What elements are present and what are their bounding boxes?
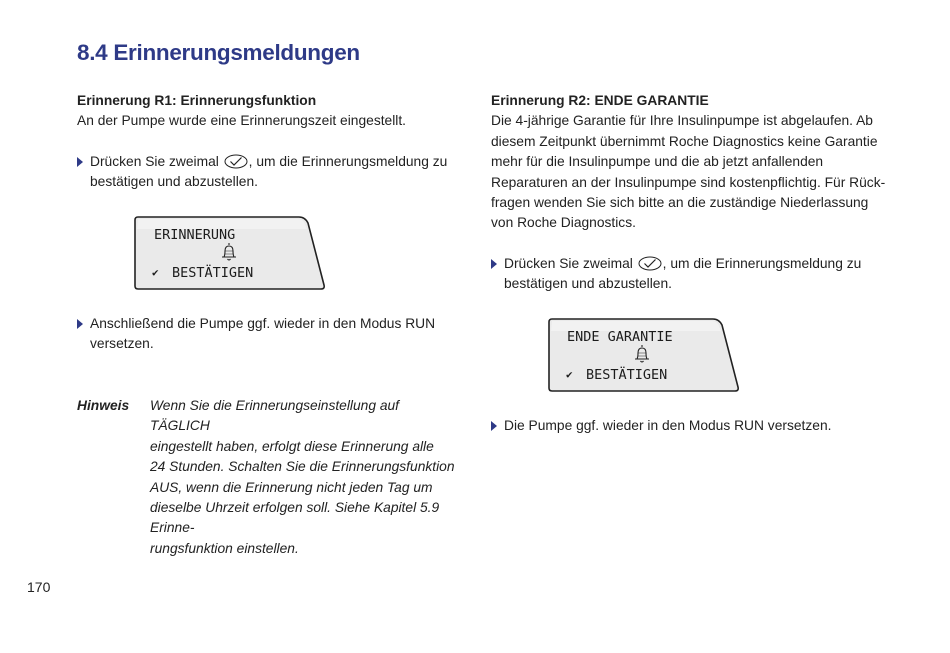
reminder-r2-subtitle: Erinnerung R2: ENDE GARANTIE — [491, 93, 709, 108]
triangle-right-icon — [77, 157, 83, 167]
reminder-r1-step-run — [77, 314, 457, 355]
triangle-right-icon — [77, 319, 83, 329]
note-label: Hinweis — [77, 398, 130, 413]
step-text: Anschließend die Pumpe ggf. wieder in den Modus RUN versetzen. — [90, 316, 436, 352]
triangle-right-icon — [491, 259, 497, 269]
note-text: Wenn Sie die Erinnerungseinstellung auf TÄGLICH eingestellt haben, erfolgt diese Erinnerung alle 24 Stunden. Schalten Sie die Erinnerungsfunktion AUS, wenn die Erinnerung nicht jeden Tag um dieselbe Uhrzeit erfolgen soll. Siehe Kapitel 5.9 Erinne- rungsfunktion einstellen. — [150, 398, 455, 556]
display-line-confirm: BESTÄTIGEN — [172, 265, 254, 281]
left-column — [77, 91, 457, 193]
step-text: Drücken Sie zweimal — [90, 153, 219, 169]
ok-check-button-icon — [224, 154, 248, 169]
step-text: Drücken Sie zweimal — [504, 255, 633, 271]
ok-check-button-icon — [638, 256, 662, 271]
step-text: , um die Erinnerungsmeldung zu bestätigen und abzustellen. — [504, 255, 862, 292]
reminder-r2-intro: Die 4-jährige Garantie für Ihre Insulinpumpe ist abgelaufen. Ab diesem Zeitpunkt übernimmt Roche Diagnostics keine Garantie mehr für die Insulinpumpe und die ab jetzt anfallenden Reparaturen an der Insulinpumpe sind kostenpflichtig. Für Rück-fragen wenden Sie sich bitte an die zuständige Niederlassung von Roche Diagnostics. — [491, 113, 886, 231]
right-column — [491, 91, 891, 295]
pump-display-ende-garantie — [547, 317, 741, 394]
triangle-right-icon — [491, 421, 497, 431]
display-check-mark: ✔ — [152, 266, 159, 279]
reminder-r1-subtitle: Erinnerung R1: Erinnerungsfunktion — [77, 93, 317, 108]
page-title: 8.4 Erinnerungsmeldungen — [77, 40, 360, 65]
display-line-confirm: BESTÄTIGEN — [586, 367, 668, 383]
step-text: , um die Erinnerungsmeldung zu bestätigen und abzustellen. — [90, 153, 448, 190]
reminder-r2-step-run — [491, 416, 891, 436]
reminder-r1-intro: An der Pumpe wurde eine Erinnerungszeit eingestellt. — [77, 113, 407, 129]
display-check-mark: ✔ — [566, 368, 573, 381]
reminder-r1-step-confirm — [77, 152, 457, 193]
reminder-r2-step-confirm — [491, 254, 891, 295]
step-text: Die Pumpe ggf. wieder in den Modus RUN versetzen. — [504, 418, 832, 433]
pump-display-erinnerung — [133, 215, 327, 292]
display-line-title: ERINNERUNG — [154, 227, 236, 243]
display-line-title: ENDE GARANTIE — [567, 329, 673, 345]
page-number: 170 — [27, 579, 51, 595]
